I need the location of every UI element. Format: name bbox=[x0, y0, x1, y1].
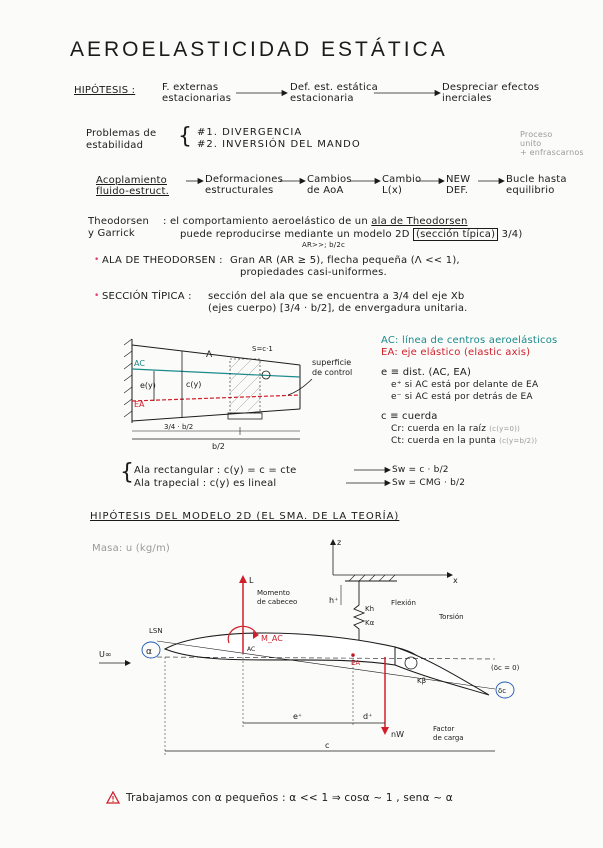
theodorsen-text-2: puede reproducirse mediante un modelo 2D bbox=[180, 229, 410, 240]
bullet-ala-icon: • bbox=[94, 255, 100, 265]
nw-label: nW bbox=[391, 730, 404, 739]
def-ct: Ct: cuerda en la punta bbox=[391, 436, 497, 446]
theodorsen-label-line-2: y Garrick bbox=[88, 228, 135, 239]
theodorsen-label-line-1: Theodorsen bbox=[88, 216, 149, 227]
lift-label: L bbox=[249, 576, 254, 585]
theodorsen-small-note: AR>>; b/2c bbox=[302, 241, 346, 249]
acoplamiento-label-line-1: Acoplamiento bbox=[96, 175, 167, 186]
problemas-brace: { bbox=[178, 124, 192, 149]
problemas-label-line-2: estabilidad bbox=[86, 140, 144, 151]
theodorsen-text-2-end: 3/4) bbox=[501, 229, 523, 240]
flexion-label: Flexión bbox=[391, 599, 416, 607]
ac-label: AC bbox=[134, 359, 145, 368]
sw-rectangular: Sw = c · b/2 bbox=[392, 465, 449, 475]
hipotesis-step-3-line-1: Despreciar efectos bbox=[442, 82, 540, 93]
acoplamiento-step-5-line-2: equilibrio bbox=[506, 185, 555, 196]
acoplamiento-step-1-line-1: Deformaciones bbox=[205, 174, 283, 185]
def-ea: EA: eje elástico (elastic axis) bbox=[381, 347, 531, 358]
ala-theodorsen-text-2: propiedades casi-uniformes. bbox=[240, 267, 387, 278]
superficie-label-1: superficie bbox=[312, 358, 352, 367]
factor-label-1: Factor bbox=[433, 725, 455, 733]
ala-theodorsen-term: ala de Theodorsen bbox=[371, 216, 468, 227]
sweep-lambda-label: Λ bbox=[206, 350, 213, 360]
ala-theodorsen-label: ALA DE THEODORSEN : bbox=[102, 255, 223, 266]
e-label: e⁺ bbox=[293, 712, 303, 721]
seccion-tipica-label: SECCIÓN TÍPICA : bbox=[102, 291, 192, 302]
s-label: S=c·1 bbox=[252, 345, 273, 353]
ka-label: Kα bbox=[365, 619, 375, 627]
masa-label: Masa: u (kg/m) bbox=[92, 543, 171, 554]
c-label: c bbox=[325, 741, 330, 750]
delta-label: δc bbox=[498, 687, 507, 695]
def-cr-note: (c(y=0)) bbox=[489, 425, 521, 433]
hipotesis-step-3-line-2: inerciales bbox=[442, 93, 492, 104]
acoplamiento-step-3-line-1: Cambio bbox=[382, 174, 422, 185]
d-label: d⁺ bbox=[363, 712, 373, 721]
three-quarter-label: 3/4 · b/2 bbox=[164, 423, 194, 431]
theodorsen-text-1: : el comportamiento aeroelástico de un bbox=[163, 216, 368, 227]
def-ct-note: (c(y=b/2)) bbox=[499, 437, 538, 445]
ala-theodorsen-text-1: Gran AR (AR ≥ 5), flecha pequeña (Λ << 1), bbox=[230, 255, 460, 266]
acoplamiento-step-1-line-2: estructurales bbox=[205, 185, 274, 196]
hipotesis-step-2-line-1: Def. est. estática bbox=[290, 82, 378, 93]
seccion-tipica-text-1: sección del ala que se encuentra a 3/4 del eje Xb bbox=[208, 291, 465, 302]
acoplamiento-step-4-line-1: NEW bbox=[446, 174, 471, 185]
mac-label: M_AC bbox=[261, 634, 283, 643]
ea-label: EA bbox=[134, 400, 145, 409]
def-e-positive: e⁺ si AC está por delante de EA bbox=[391, 380, 539, 390]
hipotesis-step-1-line-1: F. externas bbox=[162, 82, 219, 93]
half-span-label: b/2 bbox=[212, 442, 225, 451]
side-note-line-1: Proceso bbox=[520, 130, 553, 139]
seccion-tipica-text-2: (ejes cuerpo) [3/4 · b/2], de envergadura unitaria. bbox=[208, 303, 468, 314]
e-y-label: e(y) bbox=[140, 381, 156, 390]
ea-point-label: EA bbox=[351, 659, 361, 667]
kb-label: Kβ bbox=[417, 677, 427, 685]
def-ac: AC: línea de centros aeroelásticos bbox=[381, 335, 558, 346]
c-y-label: c(y) bbox=[186, 380, 202, 389]
problemas-label-line-1: Problemas de bbox=[86, 128, 157, 139]
torsion-label: Torsión bbox=[439, 613, 464, 621]
footer-note: Trabajamos con α pequeños : α << 1 ⇒ cosα ~ 1 , senα ~ α bbox=[126, 792, 453, 804]
page-title: AEROELASTICIDAD ESTÁTICA bbox=[70, 38, 448, 61]
def-c: c ≡ cuerda bbox=[381, 411, 438, 422]
momento-label-1: Momento bbox=[257, 589, 290, 597]
acoplamiento-step-4-line-2: DEF. bbox=[446, 185, 469, 196]
side-note-line-2: unito bbox=[520, 139, 542, 148]
sw-trapecial: Sw = CMG · b/2 bbox=[392, 478, 466, 488]
def-e-negative: e⁻ si AC está por detrás de EA bbox=[391, 392, 533, 402]
momento-label-2: de cabeceo bbox=[257, 598, 298, 606]
acoplamiento-step-2-line-1: Cambios bbox=[307, 174, 352, 185]
ac-point-label: AC bbox=[247, 646, 256, 653]
hipotesis-step-1-line-2: estacionarias bbox=[162, 93, 232, 104]
hipotesis-step-2-line-2: estacionaria bbox=[290, 93, 354, 104]
bullet-seccion-icon: • bbox=[94, 291, 100, 301]
superficie-label-2: de control bbox=[312, 368, 353, 377]
lsn-label: LSN bbox=[149, 627, 163, 635]
kh-label: Kh bbox=[365, 605, 375, 613]
ala-rectangular: Ala rectangular : c(y) = c = cte bbox=[134, 465, 297, 476]
ala-trapecial: Ala trapecial : c(y) es lineal bbox=[134, 478, 277, 489]
side-note-line-3: + enfrascarnos bbox=[520, 148, 584, 157]
seccion-tipica-term: (sección típica) bbox=[413, 228, 498, 241]
delta-zero-label: (δc = 0) bbox=[491, 664, 520, 672]
alas-brace: { bbox=[120, 460, 134, 485]
hipotesis-label: HIPÓTESIS : bbox=[74, 85, 136, 96]
u-inf-label: U∞ bbox=[99, 650, 112, 659]
h-label: h⁺ bbox=[329, 596, 339, 605]
acoplamiento-step-3-line-2: L(x) bbox=[382, 185, 403, 196]
alpha-label: α bbox=[146, 647, 152, 657]
acoplamiento-step-5-line-1: Bucle hasta bbox=[506, 174, 567, 185]
hipotesis-2d-title: HIPÓTESIS DEL MODELO 2D (EL SMA. DE LA TEORÍA) bbox=[90, 511, 400, 522]
x-label: x bbox=[453, 576, 458, 585]
problem-inversion-mando: #2. INVERSIÓN DEL MANDO bbox=[197, 139, 361, 150]
def-cr: Cr: cuerda en la raíz bbox=[391, 424, 487, 434]
problem-divergencia: #1. DIVERGENCIA bbox=[197, 127, 303, 138]
z-label: z bbox=[337, 538, 342, 547]
acoplamiento-step-2-line-2: de AoA bbox=[307, 185, 344, 196]
factor-label-2: de carga bbox=[433, 734, 464, 742]
acoplamiento-label-line-2: fluido-estruct. bbox=[96, 186, 170, 197]
def-e: e ≡ dist. (AC, EA) bbox=[381, 367, 472, 378]
